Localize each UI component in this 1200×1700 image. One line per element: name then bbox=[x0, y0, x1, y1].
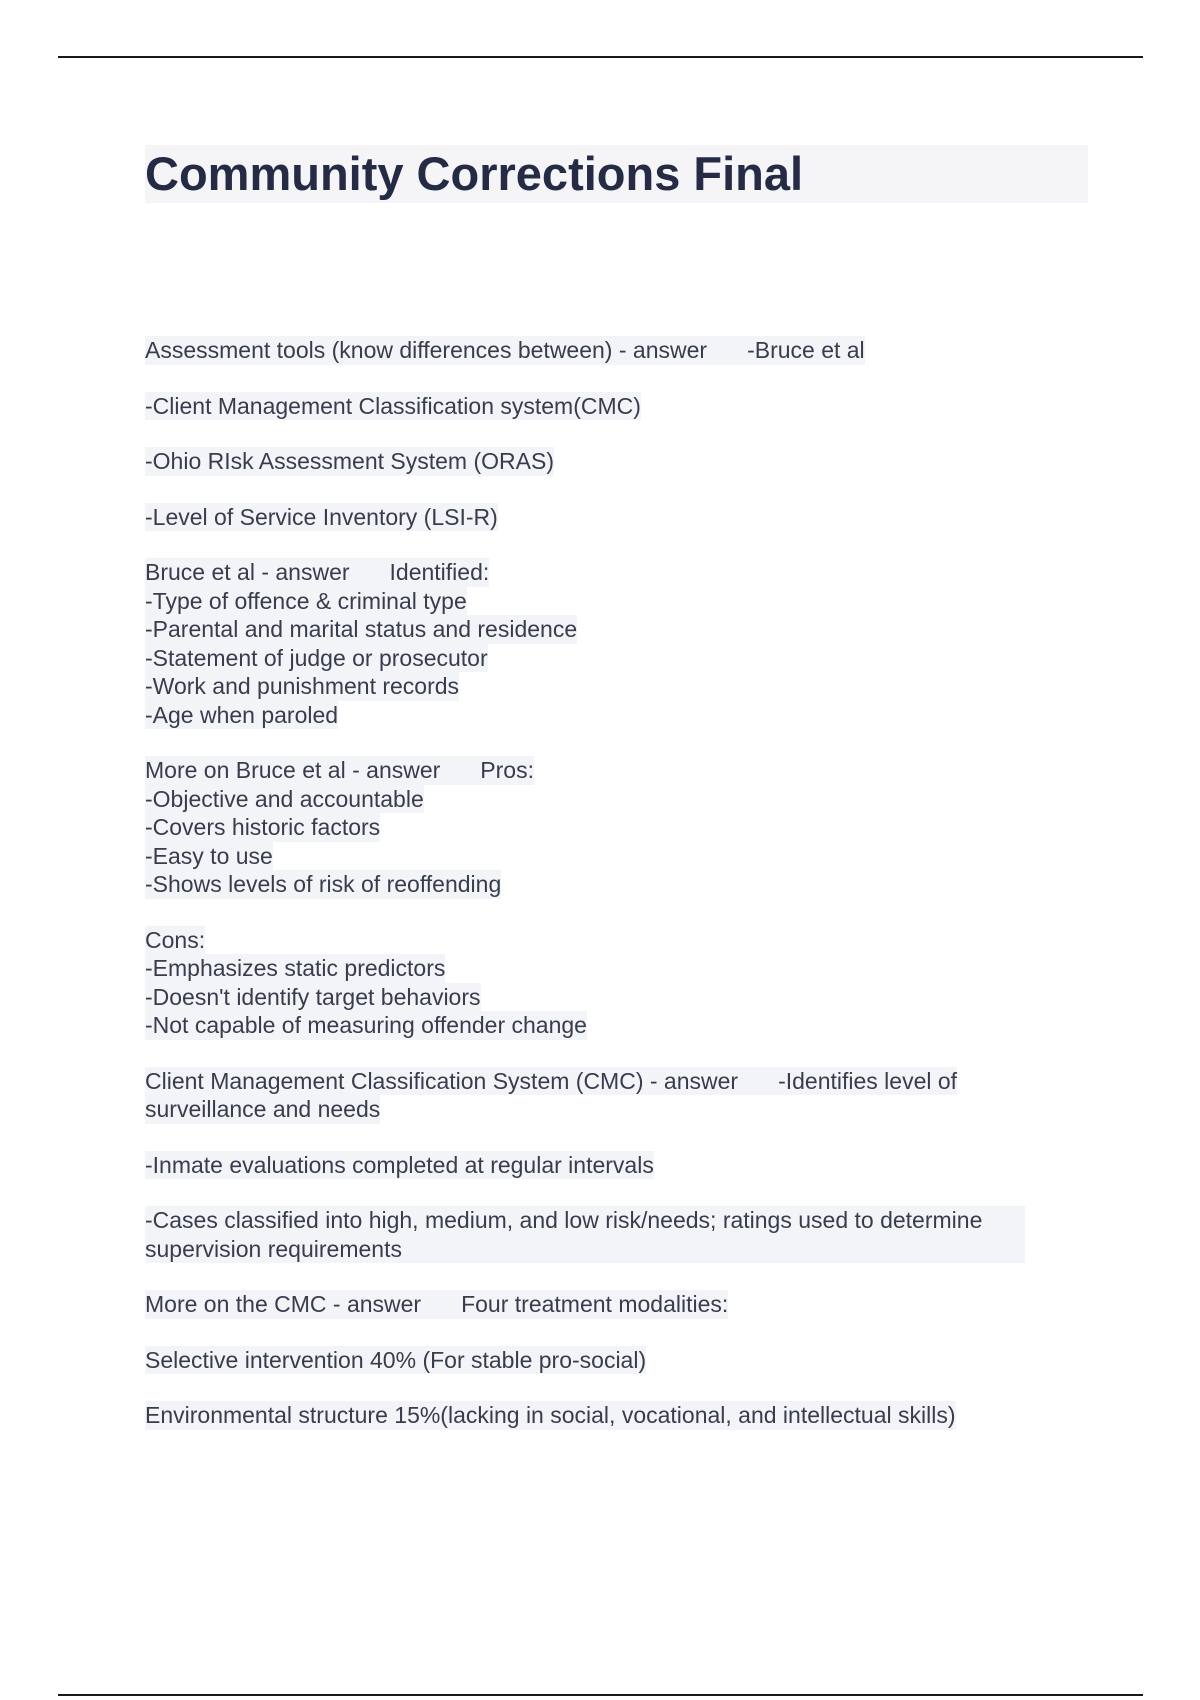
answer-line: -Cases classified into high, medium, and low risk/needs; ratings used to determine supervision requirements bbox=[145, 1206, 1025, 1263]
qa-line bbox=[145, 1290, 728, 1319]
question-text: Bruce et al - answer bbox=[145, 559, 350, 585]
cons-label: Cons: bbox=[145, 926, 206, 953]
qa-more-cmc bbox=[145, 1290, 1045, 1319]
qa-cmc bbox=[145, 1067, 1045, 1124]
cons-list bbox=[145, 926, 1045, 1040]
list-item bbox=[145, 392, 1045, 421]
question-text: Client Management Classification System (CMC) - answer bbox=[145, 1067, 739, 1094]
answer-text: -Bruce et al bbox=[747, 337, 865, 363]
list-item bbox=[145, 447, 1045, 476]
answer-line: Environmental structure 15%(lacking in social, vocational, and intellectual skills) bbox=[145, 1402, 956, 1428]
list-item: -Work and punishment records bbox=[145, 673, 460, 699]
answer-text: Four treatment modalities: bbox=[461, 1291, 729, 1317]
document-title: Community Corrections Final bbox=[145, 145, 1088, 203]
list-item: -Statement of judge or prosecutor bbox=[145, 644, 488, 671]
qa-line bbox=[145, 1067, 957, 1096]
top-rule bbox=[58, 56, 1143, 58]
qa-bruce-et-al bbox=[145, 558, 1045, 729]
list-item: -Easy to use bbox=[145, 842, 273, 869]
list-item: -Not capable of measuring offender change bbox=[145, 1012, 587, 1038]
list-item bbox=[145, 1206, 1045, 1263]
list-item: -Doesn't identify target behaviors bbox=[145, 983, 481, 1010]
list-item bbox=[145, 1401, 1045, 1430]
list-item: -Shows levels of risk of reoffending bbox=[145, 871, 502, 897]
answer-continuation: surveillance and needs bbox=[145, 1096, 381, 1122]
question-text: More on Bruce et al - answer bbox=[145, 757, 441, 783]
answer-line: -Level of Service Inventory (LSI-R) bbox=[145, 503, 498, 530]
bottom-rule bbox=[58, 1694, 1143, 1696]
list-item bbox=[145, 1346, 1045, 1375]
list-item: -Covers historic factors bbox=[145, 814, 381, 840]
list-item: -Objective and accountable bbox=[145, 785, 424, 812]
document-body bbox=[145, 336, 1045, 1457]
qa-more-bruce bbox=[145, 756, 1045, 899]
qa-line bbox=[145, 336, 865, 365]
answer-line: -Client Management Classification system(CMC) bbox=[145, 392, 641, 419]
list-item bbox=[145, 1151, 1045, 1180]
list-item: -Type of offence & criminal type bbox=[145, 587, 467, 614]
list-item: -Emphasizes static predictors bbox=[145, 955, 446, 981]
list-item: -Age when paroled bbox=[145, 701, 339, 728]
qa-line bbox=[145, 756, 534, 785]
answer-text: Identified: bbox=[389, 559, 490, 585]
list-item: -Parental and marital status and residence bbox=[145, 616, 578, 642]
question-text: More on the CMC - answer bbox=[145, 1291, 422, 1317]
list-item bbox=[145, 503, 1045, 532]
answer-line: -Inmate evaluations completed at regular intervals bbox=[145, 1151, 654, 1178]
answer-line: Selective intervention 40% (For stable pro-social) bbox=[145, 1346, 647, 1373]
qa-line bbox=[145, 558, 489, 587]
answer-line: -Ohio RIsk Assessment System (ORAS) bbox=[145, 448, 554, 474]
qa-assessment-tools bbox=[145, 336, 1045, 365]
answer-text: Pros: bbox=[480, 757, 534, 783]
answer-text: -Identifies level of bbox=[778, 1067, 958, 1094]
question-text: Assessment tools (know differences between) - answer bbox=[145, 337, 708, 363]
